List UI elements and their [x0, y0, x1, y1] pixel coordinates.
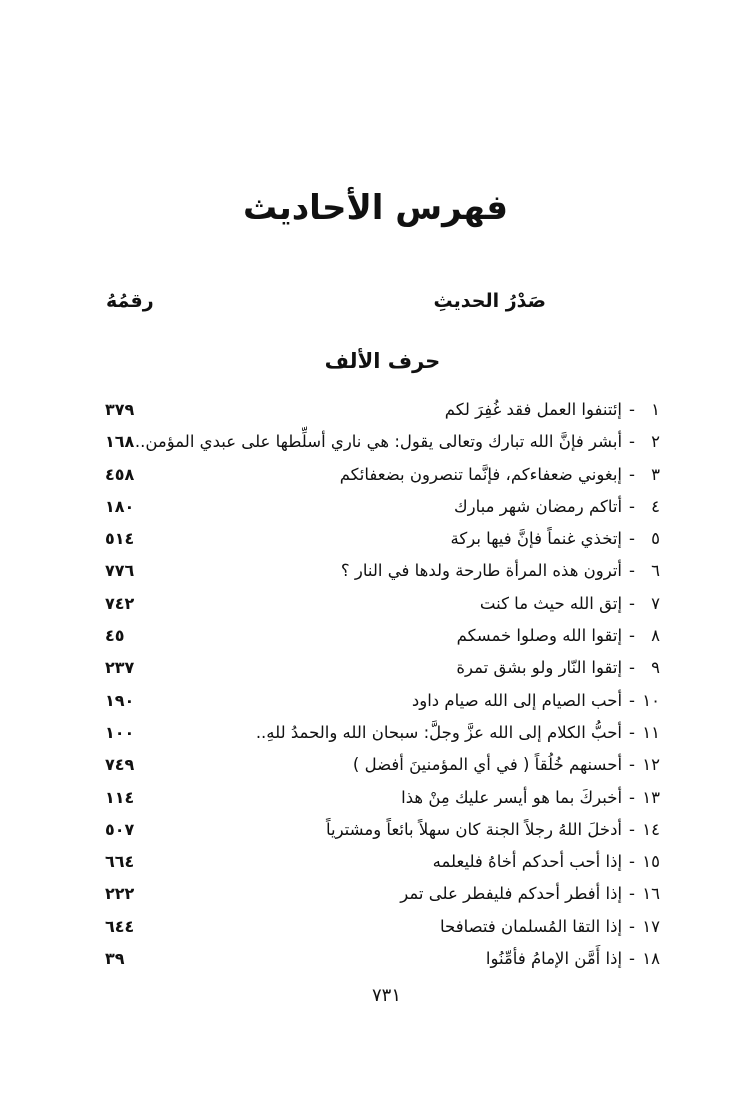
hadith-reference-number: ٤٥ — [105, 626, 125, 646]
list-item — [0, 846, 751, 878]
list-item — [0, 652, 751, 684]
list-item — [0, 814, 751, 846]
hadith-entry — [457, 620, 660, 652]
hadith-opening-text: أخبركَ بما هو أيسر عليك مِنْ هذا — [401, 787, 623, 807]
entry-separator: - — [629, 819, 635, 839]
entry-separator: - — [629, 561, 635, 581]
entry-separator: - — [629, 658, 635, 678]
entry-separator: - — [629, 852, 635, 872]
entry-number: ١٥ — [642, 852, 660, 872]
list-item — [0, 426, 751, 458]
hadith-reference-number: ٢٣٧ — [105, 658, 135, 678]
entry-separator: - — [629, 464, 635, 484]
hadith-entry — [256, 717, 660, 749]
entry-number: ١ — [651, 400, 660, 419]
entry-number: ١٣ — [642, 787, 660, 807]
entry-number: ٣ — [651, 464, 660, 484]
page-title: فهرس الأحاديث — [242, 188, 509, 228]
entry-separator: - — [629, 690, 635, 710]
hadith-reference-number: ٧٤٩ — [105, 755, 135, 775]
list-item — [0, 523, 751, 555]
entry-separator: - — [629, 755, 635, 775]
entry-number: ٧ — [651, 593, 660, 613]
list-item — [0, 749, 751, 781]
column-header-hadith-opening: صَدْرُ الحديثِ — [433, 290, 546, 312]
hadith-reference-number: ٧٤٢ — [105, 593, 135, 613]
entry-separator: - — [629, 949, 635, 969]
hadith-opening-text: أحسنهم خُلُقاً ( في أي المؤمنينَ أفضل ) — [352, 755, 623, 775]
hadith-reference-number: ٤٥٨ — [105, 464, 135, 484]
hadith-opening-text: أبشر فإنَّ الله تبارك وتعالى يقول: هي ناري أسلِّطها على عبدي المؤمن.. — [134, 432, 623, 452]
hadith-reference-number: ٥١٤ — [105, 529, 135, 549]
hadith-reference-number: ١٠٠ — [105, 722, 135, 742]
hadith-opening-text: إئتنفوا العمل فقد غُفِرَ لكم — [444, 400, 623, 419]
entry-number: ٢ — [651, 432, 660, 452]
entry-number: ٦ — [651, 561, 660, 581]
list-item — [0, 685, 751, 717]
entry-number: ١٨ — [642, 949, 660, 969]
entry-number: ٨ — [651, 626, 660, 646]
hadith-index-list — [0, 394, 751, 975]
entry-number: ٤ — [651, 496, 660, 516]
entry-separator: - — [629, 787, 635, 807]
hadith-reference-number: ١١٤ — [105, 787, 135, 807]
list-item — [0, 555, 751, 587]
entry-separator: - — [629, 496, 635, 516]
entry-separator: - — [629, 593, 635, 613]
entry-separator: - — [629, 722, 635, 742]
list-item — [0, 620, 751, 652]
hadith-entry — [454, 491, 660, 523]
list-item — [0, 911, 751, 943]
hadith-opening-text: إذا التقا المُسلمان فتصافحا — [440, 916, 623, 936]
hadith-entry — [135, 426, 660, 458]
list-item — [0, 717, 751, 749]
list-item — [0, 394, 751, 426]
hadith-reference-number: ١٩٠ — [105, 690, 135, 710]
hadith-reference-number: ١٨٠ — [105, 496, 135, 516]
hadith-entry — [400, 878, 660, 910]
list-item — [0, 459, 751, 491]
hadith-opening-text: إذا أحب أحدكم أخاهُ فليعلمه — [432, 852, 623, 872]
hadith-opening-text: أتاكم رمضان شهر مبارك — [454, 496, 623, 516]
hadith-reference-number: ١٦٨ — [105, 432, 135, 452]
hadith-entry — [401, 782, 660, 814]
hadith-entry — [433, 846, 660, 878]
hadith-reference-number: ٧٧٦ — [105, 561, 135, 581]
hadith-entry — [445, 394, 660, 426]
page-number: ٧٣١ — [371, 985, 401, 1006]
entry-separator: - — [629, 432, 635, 452]
hadith-reference-number: ٢٢٢ — [105, 884, 135, 904]
list-item — [0, 491, 751, 523]
hadith-reference-number: ٦٦٤ — [105, 852, 135, 872]
entry-number: ٥ — [651, 529, 660, 549]
entry-separator: - — [629, 916, 635, 936]
hadith-opening-text: أحبُّ الكلام إلى الله عزَّ وجلَّ: سبحان الله والحمدُ للهِ.. — [255, 722, 623, 742]
hadith-opening-text: إذا أَمَّن الإمامُ فأمِّنُوا — [485, 949, 623, 969]
list-item — [0, 943, 751, 975]
entry-number: ١٢ — [642, 755, 660, 775]
hadith-reference-number: ٣٧٩ — [105, 400, 135, 419]
hadith-opening-text: إبغوني ضعفاءكم، فإنَّما تنصرون بضعفائكم — [339, 464, 623, 484]
hadith-entry — [412, 685, 660, 717]
hadith-entry — [341, 555, 660, 587]
hadith-reference-number: ٥٠٧ — [105, 819, 135, 839]
hadith-opening-text: إذا أفطر أحدكم فليفطر على تمر — [400, 884, 623, 904]
hadith-entry — [440, 911, 660, 943]
list-item — [0, 588, 751, 620]
entry-separator: - — [629, 529, 635, 549]
list-item — [0, 782, 751, 814]
hadith-reference-number: ٣٩ — [105, 949, 125, 969]
hadith-opening-text: أحب الصيام إلى الله صيام داود — [411, 690, 623, 710]
entry-number: ١٤ — [642, 819, 660, 839]
hadith-opening-text: أترون هذه المرأة طارحة ولدها في النار ؟ — [340, 561, 623, 581]
list-item — [0, 878, 751, 910]
hadith-reference-number: ٦٤٤ — [105, 916, 135, 936]
hadith-entry — [451, 523, 660, 555]
entry-number: ١٧ — [642, 916, 660, 936]
hadith-entry — [340, 459, 660, 491]
column-header-number: رقمُهُ — [106, 290, 154, 312]
section-heading: حرف الألف — [324, 349, 441, 373]
hadith-entry — [486, 943, 660, 975]
entry-number: ١١ — [642, 722, 660, 742]
entry-separator: - — [629, 400, 635, 419]
entry-number: ١٦ — [642, 884, 660, 904]
entry-separator: - — [629, 626, 635, 646]
hadith-opening-text: إتق الله حيث ما كنت — [479, 593, 623, 613]
entry-number: ٩ — [651, 658, 660, 678]
entry-separator: - — [629, 884, 635, 904]
hadith-opening-text: إتقوا الله وصلوا خمسكم — [456, 626, 623, 646]
hadith-opening-text: إتقوا النّار ولو بشق تمرة — [456, 658, 623, 678]
hadith-opening-text: أدخلَ اللهُ رجلاً الجنة كان سهلاً بائعاً ومشترياً — [325, 819, 623, 839]
entry-number: ١٠ — [642, 690, 660, 710]
hadith-entry — [353, 749, 660, 781]
hadith-opening-text: إتخذي غنماً فإنَّ فيها بركة — [450, 529, 623, 549]
hadith-entry — [326, 814, 660, 846]
hadith-entry — [456, 652, 660, 684]
hadith-entry — [480, 588, 660, 620]
